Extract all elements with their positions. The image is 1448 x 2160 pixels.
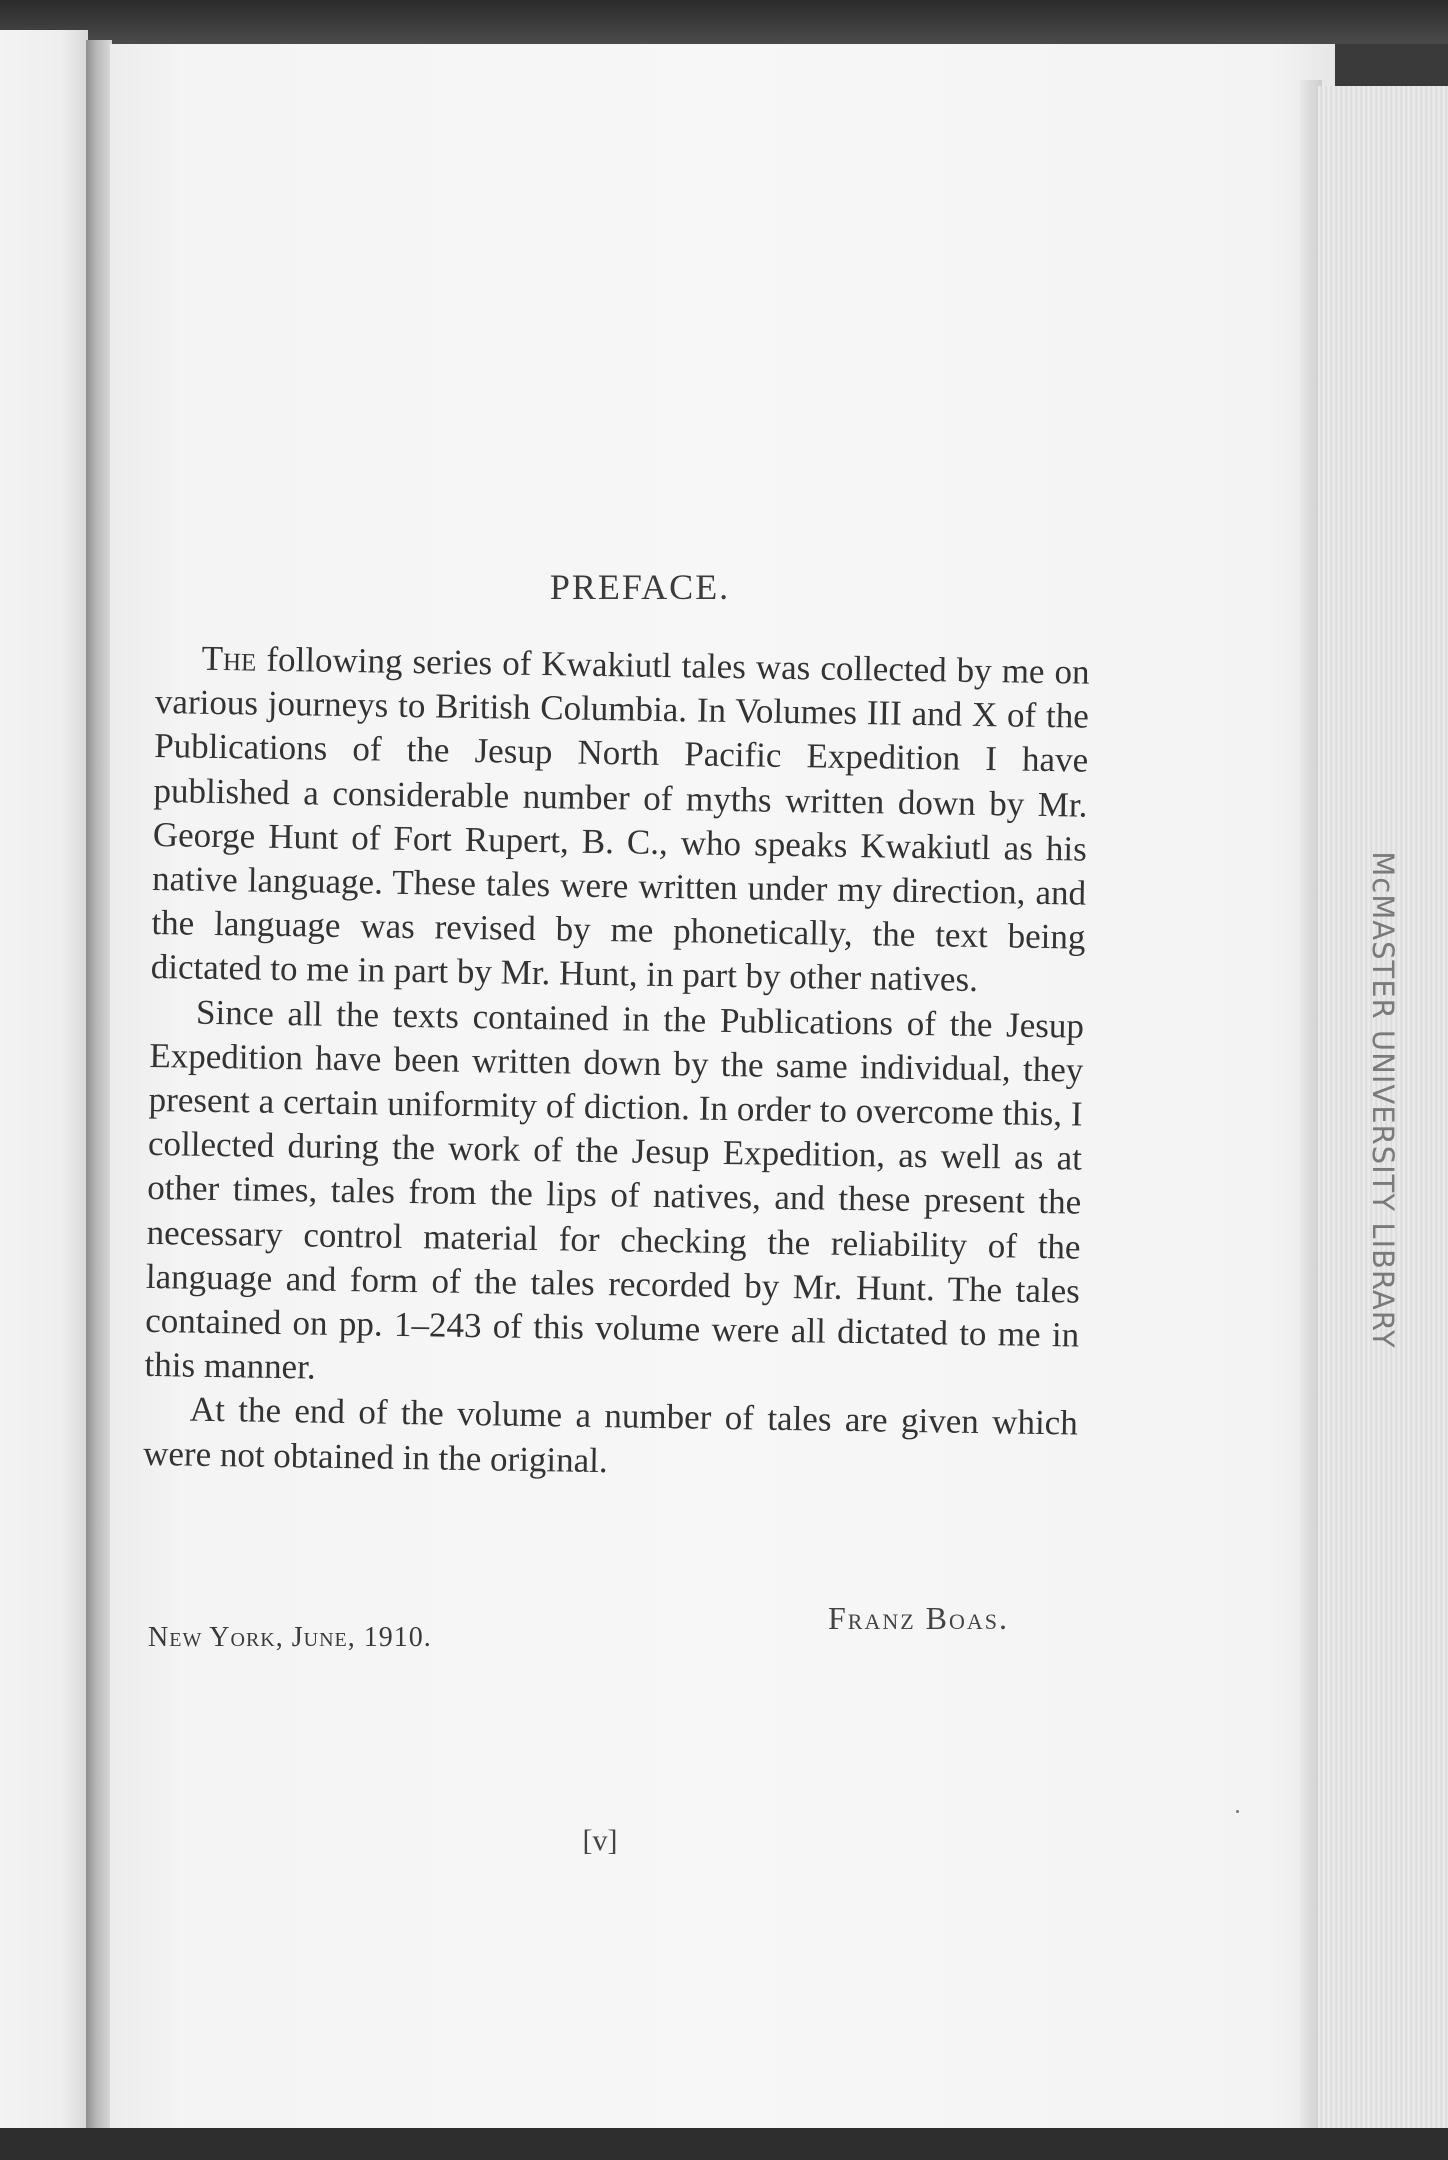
scan-bottom-edge: [0, 2128, 1448, 2160]
page-title: PREFACE.: [549, 567, 731, 607]
library-stamp: McMASTER UNIVERSITY LIBRARY: [1366, 851, 1400, 1349]
page-number: [v]: [582, 1824, 618, 1857]
author-signature: Franz Boas.: [828, 1600, 1010, 1636]
paragraph-2: Since all the texts contained in the Publications of the Jesup Expedition have been written down by the same individual, they present a certain uniformity of diction. In order to overcome this, I collected during the work of the Jesup Expedition, as well as at other times, tales from the lips of natives, and these present the necessary control material for checking the reliability of the language and form of the tales recorded by Mr. Hunt. The tales contained on pp. 1–243 of this volume were all dictated to me in this manner.: [144, 992, 1085, 1387]
paragraph-3: At the end of the volume a number of tales are given which were not obtained in the original.: [142, 1390, 1079, 1480]
scan-speck: [1236, 1810, 1239, 1813]
left-page-edge: [0, 30, 88, 2140]
paragraph-1: [150, 636, 1089, 1004]
paragraph-1-text: following series of Kwakiutl tales was collected by me on various journeys to British Columbia. In Volumes III and X of the Publications of the Jesup North Pacific Expedition I have published a considerable number of myths written down by Mr. George Hunt of Fort Rupert, B. C., who speaks Kwakiutl as his native language. These tales were written under my direction, and the language was revised by me phonetically, the text being dictated to me in part by Mr. Hunt, in part by other natives.: [150, 639, 1090, 1000]
paragraph-1-lead: The: [201, 638, 257, 679]
dateline: New York, June, 1910.: [148, 1622, 432, 1653]
book-gutter: [86, 40, 112, 2135]
scan-top-edge: [0, 0, 1448, 44]
preface-body: [143, 636, 1090, 1490]
